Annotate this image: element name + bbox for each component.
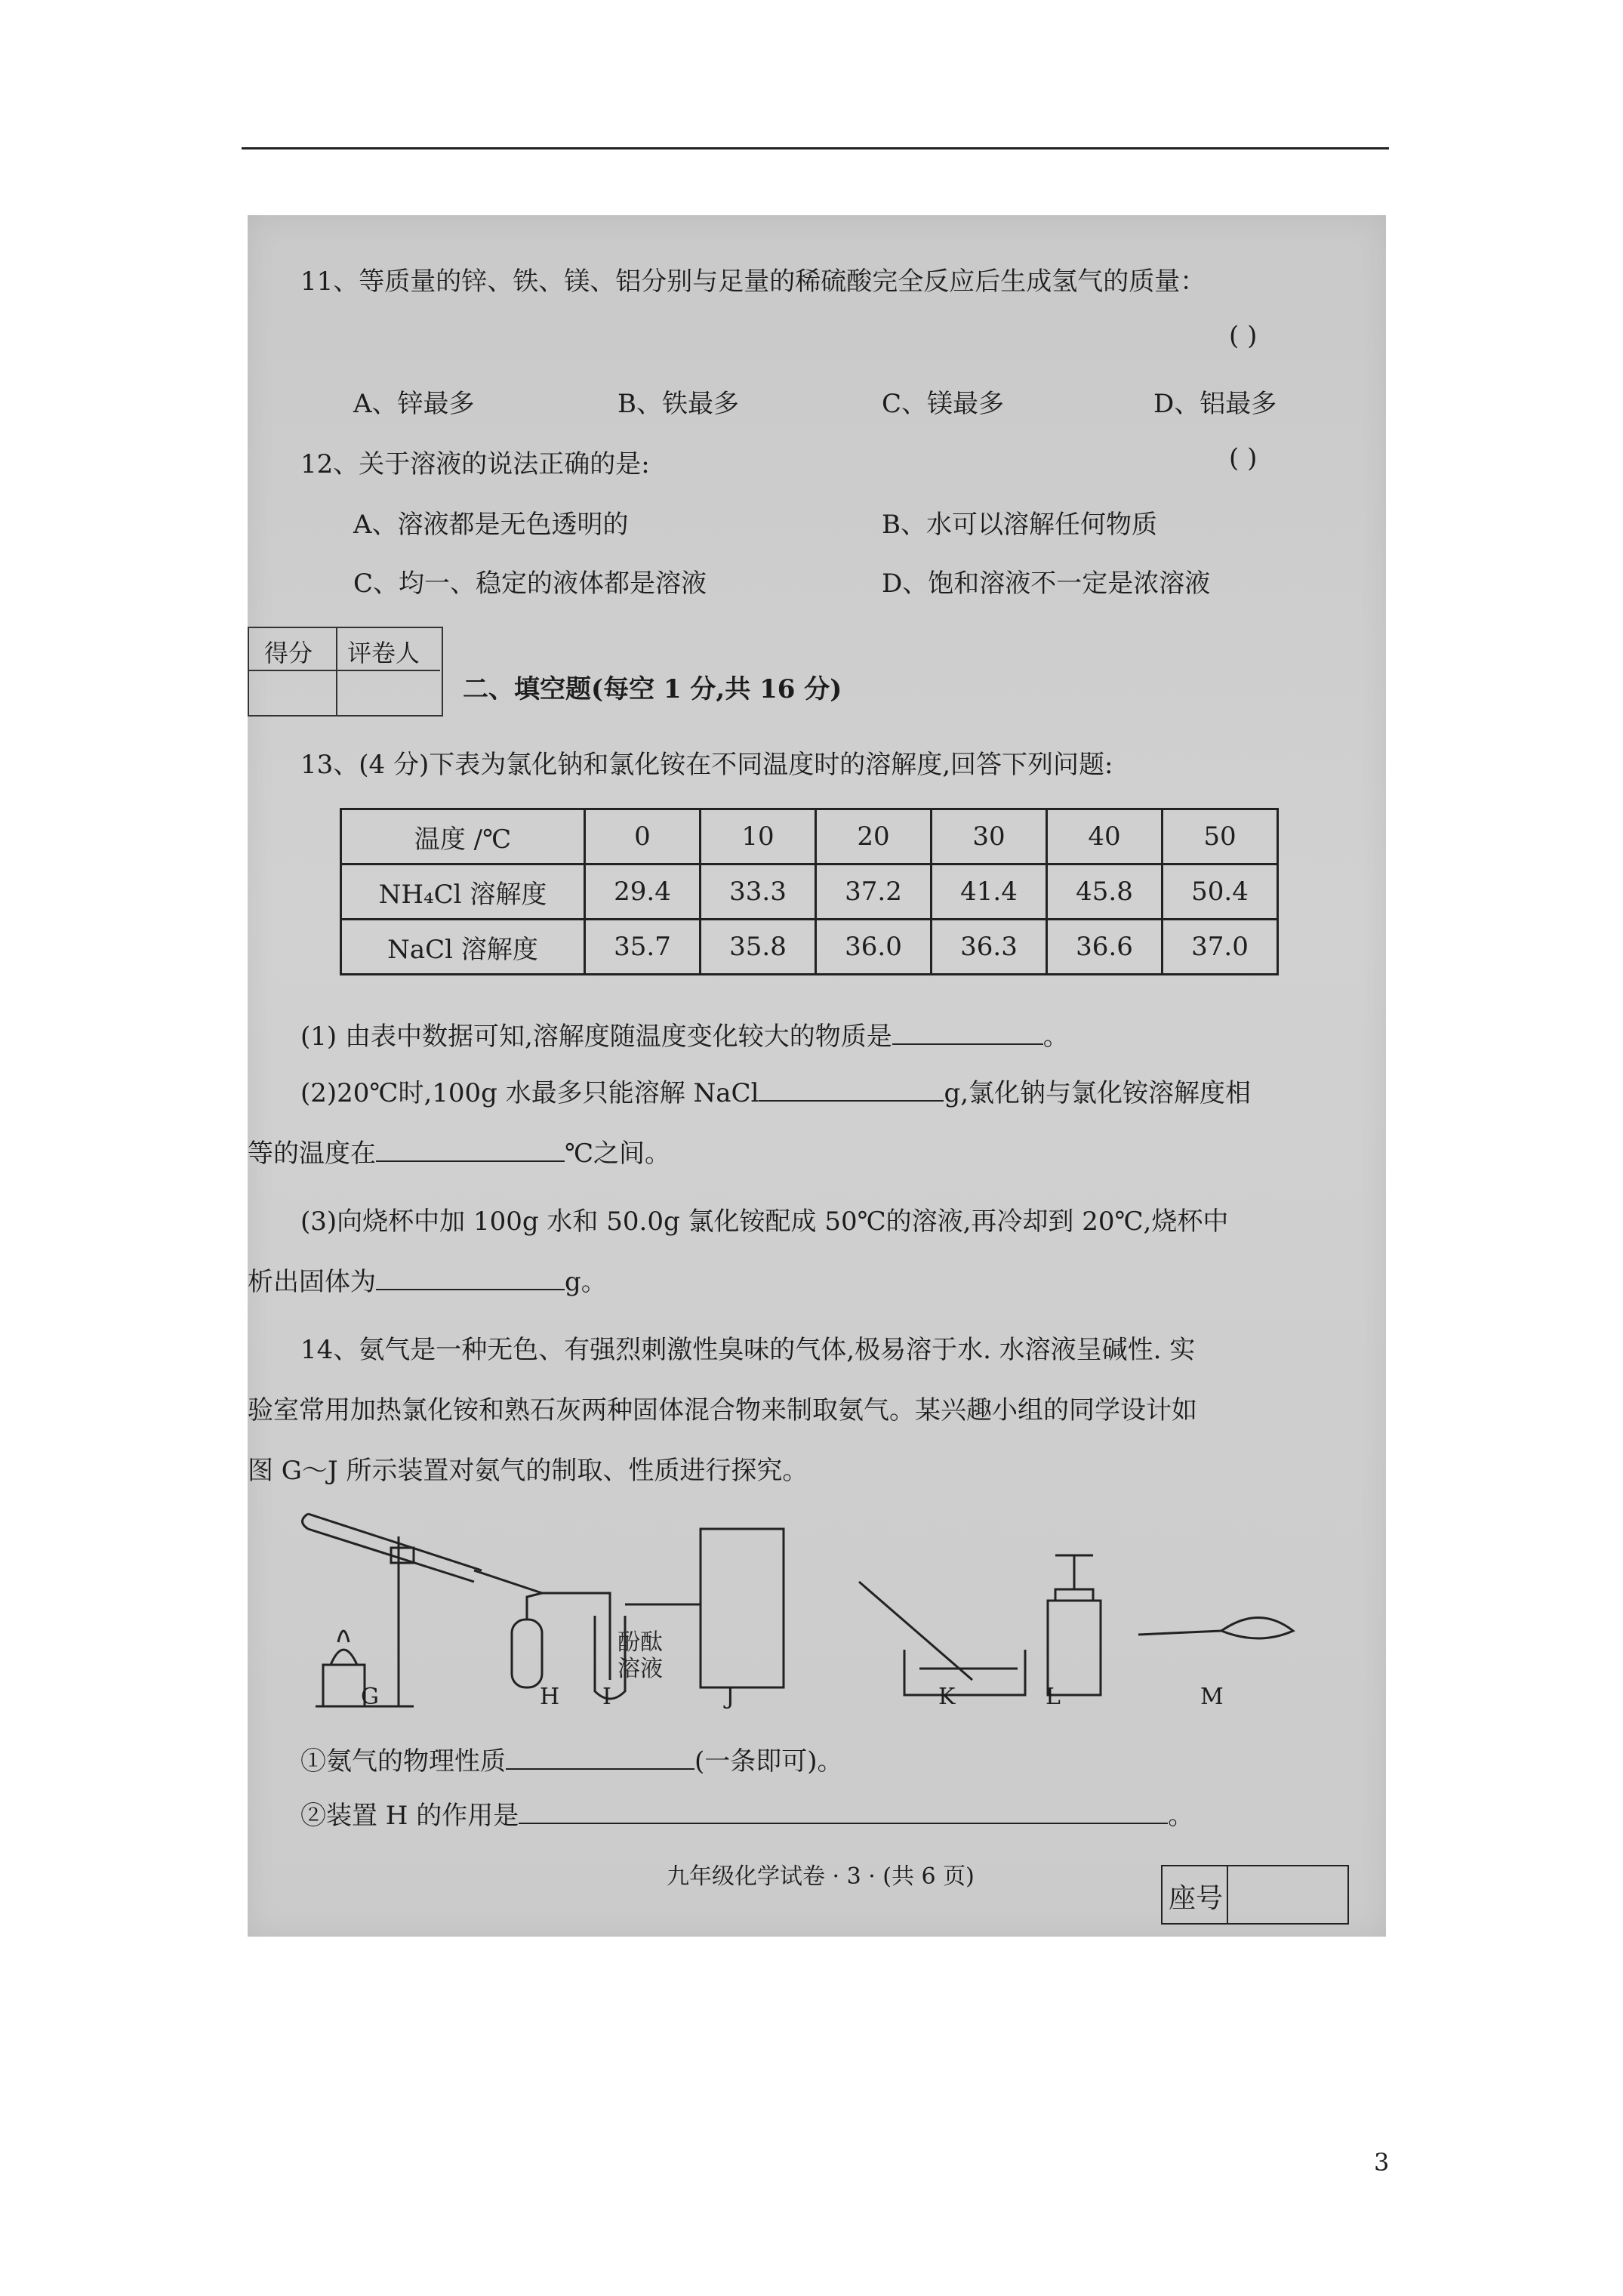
table-cell: 10 — [701, 809, 816, 864]
table-cell: 36.3 — [932, 920, 1047, 975]
table-cell: NaCl 溶解度 — [341, 920, 585, 975]
answer-blank[interactable] — [519, 1800, 1168, 1824]
section-2-title: 二、填空题(每空 1 分,共 16 分) — [463, 674, 842, 704]
apparatus-label-i: I — [602, 1684, 611, 1710]
table-row — [341, 864, 1278, 920]
q11-option-c: C、镁最多 — [882, 389, 1005, 419]
table-cell: 35.8 — [701, 920, 816, 975]
q11-stem: 11、等质量的锌、铁、镁、铝分别与足量的稀硫酸完全反应后生成氢气的质量： — [300, 267, 1206, 297]
phenolphthalein-label: 酚酞 — [617, 1630, 663, 1655]
answer-blank[interactable] — [759, 1077, 944, 1102]
q11-option-b: B、铁最多 — [617, 389, 739, 419]
q14-line2: 验室常用加热氯化铵和熟石灰两种固体混合物来制取氨气。某兴趣小组的同学设计如 — [248, 1395, 1197, 1425]
table-row — [341, 920, 1278, 975]
alcohol-lamp — [323, 1665, 365, 1706]
solution-label: 溶液 — [617, 1657, 663, 1681]
apparatus-label-g: G — [361, 1684, 379, 1710]
score-label: 得分 — [264, 639, 313, 667]
table-cell: 温度 /℃ — [341, 809, 585, 864]
table-cell: 20 — [816, 809, 932, 864]
q13-part1: (1) 由表中数据可知,溶解度随温度变化较大的物质是 。 — [300, 1022, 1069, 1052]
gas-jar-l — [1048, 1601, 1101, 1695]
exam-photo — [248, 215, 1386, 1937]
q12-option-a: A、溶液都是无色透明的 — [353, 510, 629, 540]
apparatus-label-h: H — [540, 1684, 560, 1710]
collector-j — [701, 1529, 784, 1687]
table-cell: 35.7 — [585, 920, 701, 975]
q12-stem: 12、关于溶液的说法正确的是: — [300, 449, 650, 479]
table-cell: 29.4 — [585, 864, 701, 920]
answer-blank[interactable] — [376, 1266, 565, 1290]
exam-footer: 九年级化学试卷 · 3 · (共 6 页) — [667, 1863, 975, 1890]
q13-part3: (3)向烧杯中加 100g 水和 50.0g 氯化铵配成 50℃的溶液,再冷却到 20℃,烧杯中 — [300, 1207, 1229, 1237]
q14-line1: 14、氨气是一种无色、有强烈刺激性臭味的气体,极易溶于水. 水溶液呈碱性. 实 — [300, 1335, 1196, 1365]
table-cell: 36.6 — [1047, 920, 1163, 975]
answer-blank[interactable] — [506, 1746, 694, 1770]
apparatus-label-m: M — [1200, 1684, 1224, 1710]
q12-option-b: B、水可以溶解任何物质 — [882, 510, 1157, 540]
lamp-flame — [331, 1650, 357, 1665]
q13-part3-cont: 析出固体为 g。 — [248, 1267, 607, 1297]
table-cell: 40 — [1047, 809, 1163, 864]
top-rule — [242, 147, 1389, 149]
table-cell: 45.8 — [1047, 864, 1163, 920]
q12-answer-paren: ( ) — [1229, 443, 1258, 473]
q13-part2: (2)20℃时,100g 水最多只能溶解 NaCl g,氯化钠与氯化铵溶解度相 — [300, 1078, 1252, 1108]
apparatus-label-k: K — [938, 1684, 956, 1710]
grader-label: 评卷人 — [347, 639, 420, 667]
table-cell: 41.4 — [932, 864, 1047, 920]
apparatus-label-l: L — [1046, 1684, 1061, 1710]
table-cell: 50.4 — [1163, 864, 1278, 920]
solubility-table — [340, 808, 1279, 975]
spatula-m — [1138, 1631, 1221, 1635]
seat-box — [1161, 1865, 1349, 1925]
score-box — [248, 627, 443, 717]
delivery-tube — [474, 1570, 542, 1593]
table-cell: 37.0 — [1163, 920, 1278, 975]
q13-part2-cont: 等的温度在 ℃之间。 — [248, 1139, 671, 1169]
apparatus-label-j: J — [725, 1684, 735, 1710]
q13-stem: 13、(4 分)下表为氯化钠和氯化铵在不同温度时的溶解度,回答下列问题: — [300, 750, 1113, 780]
q11-answer-paren: ( ) — [1229, 321, 1258, 351]
table-cell: 36.0 — [816, 920, 932, 975]
table-cell: 33.3 — [701, 864, 816, 920]
apparatus-figure — [293, 1506, 1387, 1710]
table-cell: 50 — [1163, 809, 1278, 864]
seat-label: 座号 — [1169, 1883, 1224, 1914]
answer-blank[interactable] — [376, 1138, 565, 1162]
table-cell: 30 — [932, 809, 1047, 864]
q11-option-a: A、锌最多 — [353, 389, 475, 419]
table-header-row — [341, 809, 1278, 864]
drying-tube-h — [512, 1620, 542, 1687]
q14-sub2: ②装置 H 的作用是 。 — [300, 1801, 1194, 1831]
table-cell: 37.2 — [816, 864, 932, 920]
q11-option-d: D、铝最多 — [1153, 389, 1277, 419]
q14-line3: 图 G～J 所示装置对氨气的制取、性质进行探究。 — [248, 1456, 808, 1486]
page-number: 3 — [1374, 2148, 1390, 2177]
q14-sub1: ①氨气的物理性质 (一条即可)。 — [300, 1746, 843, 1777]
answer-blank[interactable] — [892, 1021, 1043, 1045]
table-cell: NH₄Cl 溶解度 — [341, 864, 585, 920]
table-cell: 0 — [585, 809, 701, 864]
q12-option-c: C、均一、稳定的液体都是溶液 — [353, 569, 707, 599]
q12-option-d: D、饱和溶液不一定是浓溶液 — [882, 569, 1211, 599]
